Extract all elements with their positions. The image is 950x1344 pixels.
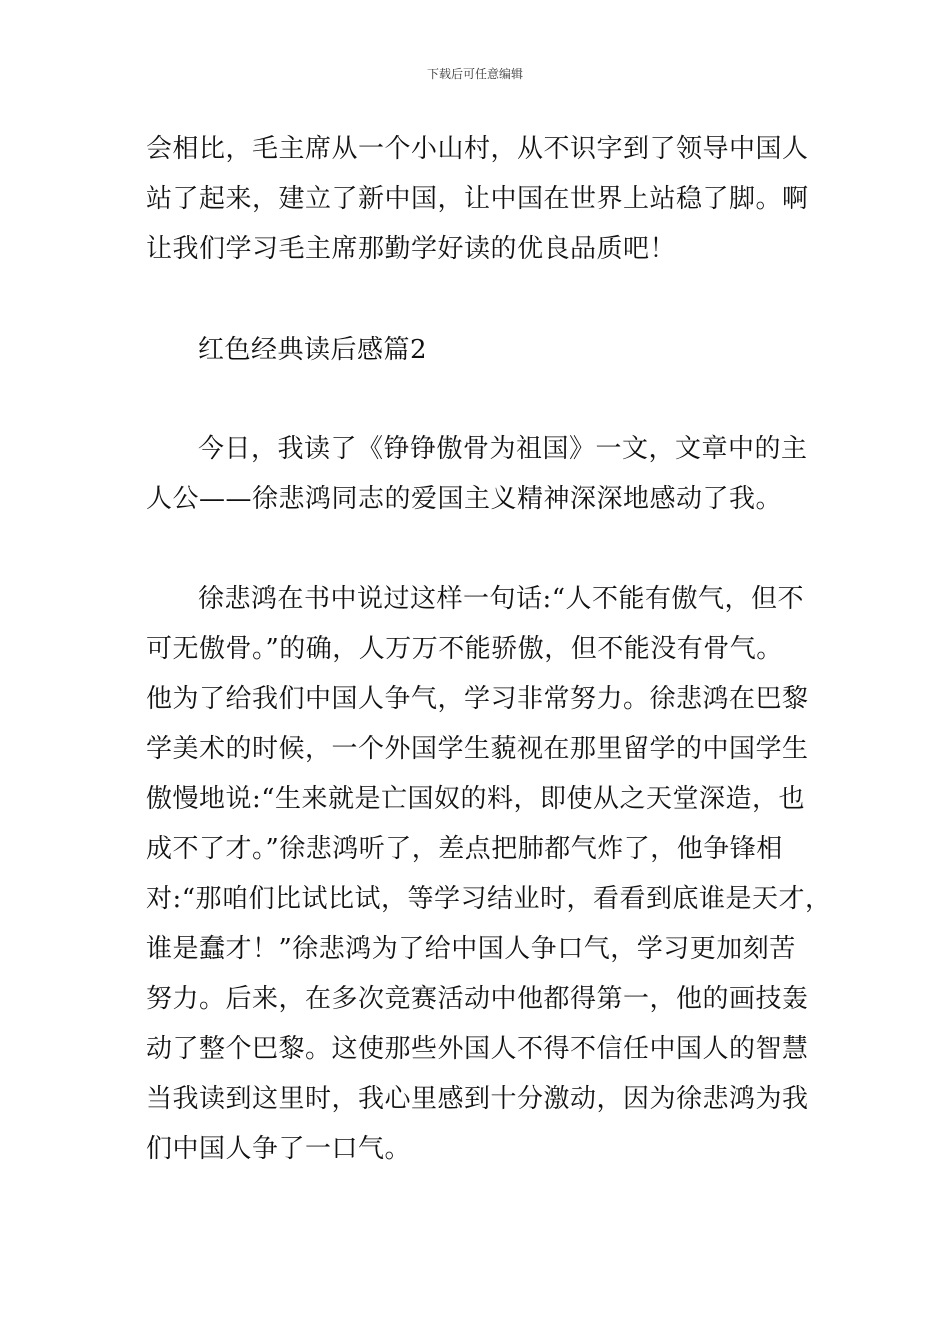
paragraph-line: 对:“那咱们比试比试，等学习结业时，看看到底谁是天才， [146,884,832,914]
paragraph-line: 动了整个巴黎。这使那些外国人不得不信任中国人的智慧 [146,1034,809,1064]
paragraph-line: 他为了给我们中国人争气，学习非常努力。徐悲鸿在巴黎 [146,684,809,714]
paragraph-line: 傲慢地说:“生来就是亡国奴的料，即使从之天堂深造，也 [146,784,806,814]
paragraph-line: 学美术的时候，一个外国学生藐视在那里留学的中国学生 [146,734,809,764]
page-header: 下载后可任意编辑 [426,67,523,81]
paragraph-line: 谁是蠢才！”徐悲鸿为了给中国人争口气，学习更加刻苦 [146,934,796,964]
section-heading: 红色经典读后感篇2 [198,335,428,365]
paragraph-line: 当我读到这里时，我心里感到十分激动，因为徐悲鸿为我 [146,1084,809,1114]
paragraph-line: 人公——徐悲鸿同志的爱国主义精神深深地感动了我。 [146,484,783,514]
paragraph-line: 努力。后来，在多次竞赛活动中他都得第一，他的画技轰 [146,984,809,1014]
paragraph-line: 站了起来，建立了新中国，让中国在世界上站稳了脚。啊 [146,184,809,214]
paragraph-line: 们中国人争了一口气。 [146,1134,412,1164]
paragraph-line: 可无傲骨。”的确，人万万不能骄傲，但不能没有骨气。 [146,634,783,664]
paragraph-line: 会相比，毛主席从一个小山村，从不识字到了领导中国人 [146,134,809,164]
paragraph-line: 成不了才。”徐悲鸿听了，差点把肺都气炸了，他争锋相 [146,834,783,864]
paragraph-line: 今日，我读了《铮铮傲骨为祖国》一文，文章中的主 [198,434,808,464]
paragraph-line: 让我们学习毛主席那勤学好读的优良品质吧！ [146,234,677,264]
paragraph-line: 徐悲鸿在书中说过这样一句话:“人不能有傲气，但不 [198,584,805,614]
